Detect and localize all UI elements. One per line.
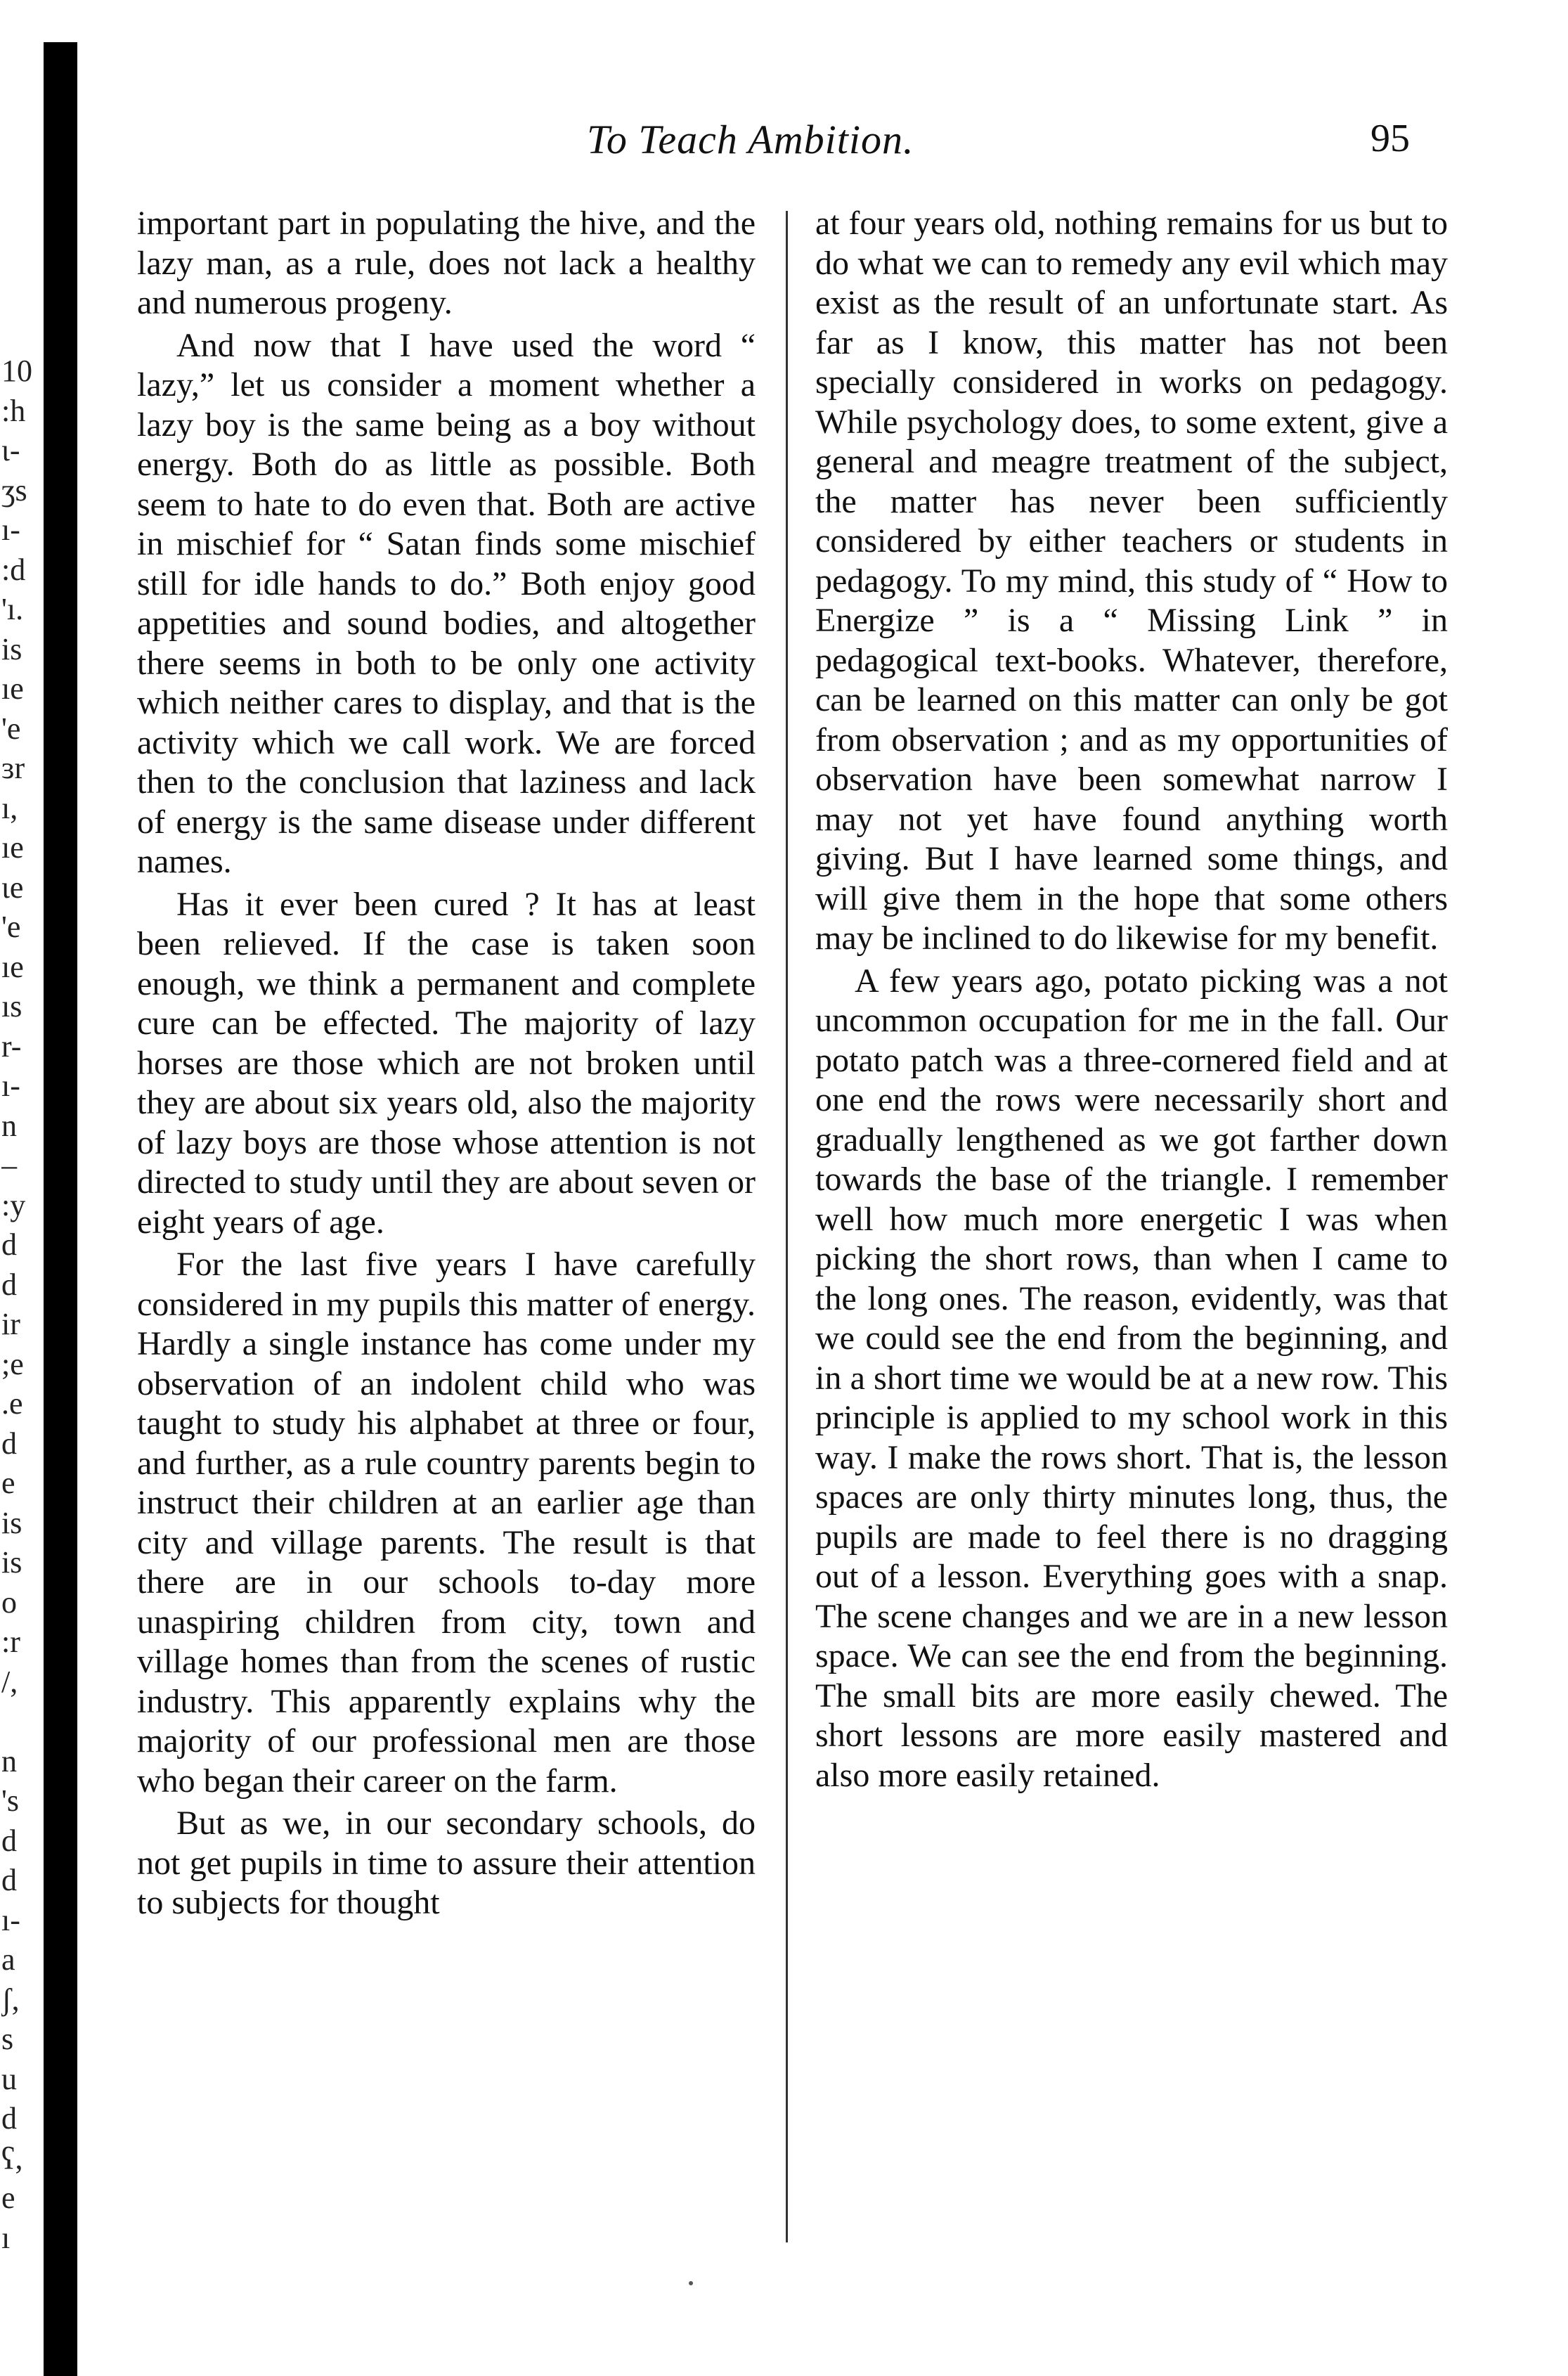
gutter-fragment: u — [1, 2061, 17, 2096]
paragraph: Has it ever been cured ? It has at least been relieved. If the case is taken soon enough, we think a permanent and complete cure can be effected. The majority of lazy horses are those which are not broken until they are about six years old, also the majority of lazy boys are those whose attention is not directed to study until they are about seven or eight years of age. — [137, 885, 756, 1241]
gutter-fragment: 10 — [1, 354, 32, 388]
gutter-fragment: :d — [1, 552, 26, 587]
page-number: 95 — [1371, 117, 1410, 160]
binding-shadow — [44, 42, 77, 2376]
gutter-fragment: d — [1, 1227, 17, 1262]
gutter-fragment: n — [1, 1743, 17, 1778]
gutter-fragment: ʒs — [1, 472, 27, 508]
adjacent-page-fragments — [1, 351, 44, 2258]
gutter-fragment: ʃ, — [1, 1982, 20, 2017]
paragraph: And now that I have used the word “ lazy,” let us consider a moment whether a lazy boy is the same being as a boy without energy. Both do as little as possible. Both seem to hate to do even that. Both are active in mischief for “ Satan finds some mischief still for idle hands to do.” Both enjoy good appetities and sound bodies, and altogether there seems in both to be only one activity which neither cares to display, and that is the activity which we call work. We are forced then to the conclusion that laziness and lack of energy is the same disease under different names. — [137, 326, 756, 880]
gutter-fragment: ıe — [1, 671, 24, 706]
column-divider — [786, 211, 788, 2242]
gutter-fragment: is — [1, 1545, 22, 1580]
gutter-fragment: a — [1, 1942, 15, 1977]
gutter-fragment: r- — [1, 1028, 22, 1064]
gutter-fragment: 's — [1, 1783, 20, 1818]
gutter-fragment: 'e — [1, 910, 21, 944]
gutter-fragment: ı- — [1, 1902, 20, 1937]
page-header — [0, 116, 1568, 172]
gutter-fragment: ɩe — [1, 870, 24, 905]
gutter-fragment: ı- — [1, 1068, 20, 1103]
gutter-fragment: e — [1, 2181, 15, 2215]
gutter-fragment: .e — [1, 1386, 23, 1421]
paragraph: A few years ago, potato picking was a not uncommon occupation for me in the fall. Our potato patch was a three-cornered field and at one end the rows were necessarily short and gradually lengthened as we got farther down towards the base of the triangle. I remember well how much more energetic I was when picking the short rows, than when I came to the long ones. The reason, evidently, was that we could see the end from the beginning, and in a short time we would be at a new row. This principle is applied to my school work in this way. I make the rows short. That is, the lesson spaces are only thirty minutes long, thus, the pupils are made to feel there is no dragging out of a lesson. Everything goes with a snap. The scene changes and we are in a new lesson space. We can see the end from the beginning. The small bits are more easily chewed. The short lessons are more easily mastered and also more easily retained. — [815, 962, 1448, 1794]
gutter-fragment: ıs — [1, 989, 22, 1024]
gutter-fragment: 'ı. — [1, 592, 24, 626]
right-column — [815, 204, 1448, 1798]
gutter-fragment: ı- — [1, 512, 20, 547]
gutter-fragment: d — [1, 1267, 17, 1302]
gutter-fragment: ir — [1, 1307, 20, 1341]
gutter-fragment: :r — [1, 1625, 20, 1659]
gutter-fragment: is — [1, 1505, 22, 1540]
gutter-fragment: /, — [1, 1664, 18, 1699]
paragraph: important part in populating the hive, and the lazy man, as a rule, does not lack a healthy and numerous progeny. — [137, 205, 756, 321]
print-speck — [689, 2281, 693, 2285]
paragraph: But as we, in our secondary schools, do not get pupils in time to assure their attention to subjects for thought — [137, 1804, 756, 1921]
gutter-fragment: e — [1, 1466, 15, 1500]
gutter-fragment: ı, — [1, 790, 18, 825]
gutter-fragment: ıe — [1, 830, 24, 865]
gutter-fragment: o — [1, 1584, 17, 1620]
gutter-fragment: d — [1, 2101, 17, 2136]
gutter-fragment: d — [1, 1426, 17, 1461]
gutter-fragment: – — [1, 1148, 17, 1182]
paragraph: For the last five years I have carefully considered in my pupils this matter of energy. Hardly a single instance has come under my observation of an indolent child who was taught to study his alphabet at three or four, and further, as a rule country parents begin to instruct their children at an earlier age than city and village parents. The result is that there are in our schools to-day more unaspiring children from city, town and village homes than from the scenes of rustic industry. This apparently explains why the majority of our professional men are those who began their career on the farm. — [137, 1246, 756, 1800]
gutter-fragment: n — [1, 1108, 17, 1143]
paragraph: at four years old, nothing remains for us but to do what we can to remedy any evil which may exist as the result of an unfortunate start. As far as I know, this matter has not been specially considered in works on pedagogy. While psychology does, to some extent, give a general and meagre treatment of the subject, the matter has never been sufficiently considered by either teachers or students in pedagogy. To my mind, this study of “ How to Energize ” is a “ Missing Link ” in pedagogical text-books. Whatever, therefore, can be learned on this matter can only be got from observation ; and as my opportunities of observation have been somewhat narrow I may not yet have found anything worth giving. But I have learned some things, and will give them in the hope that some others may be inclined to do likewise for my benefit. — [815, 205, 1448, 957]
gutter-fragment: ɩ- — [1, 433, 20, 467]
gutter-fragment: is — [1, 631, 22, 666]
gutter-fragment: :h — [1, 393, 26, 428]
gutter-fragment: ʕ, — [1, 2141, 23, 2176]
gutter-fragment: d — [1, 1863, 17, 1897]
gutter-fragment: d — [1, 1823, 17, 1858]
gutter-fragment — [1, 1702, 44, 1742]
gutter-fragment: ɜr — [1, 751, 25, 785]
left-column — [137, 204, 756, 1926]
gutter-fragment: ı — [1, 2220, 11, 2255]
gutter-fragment: :y — [1, 1187, 26, 1222]
running-head: To Teach Ambition. — [587, 117, 914, 162]
gutter-fragment: 'e — [1, 711, 21, 746]
gutter-fragment: ıe — [1, 949, 24, 984]
gutter-fragment: ;e — [1, 1346, 24, 1381]
gutter-fragment: s — [1, 2022, 14, 2056]
